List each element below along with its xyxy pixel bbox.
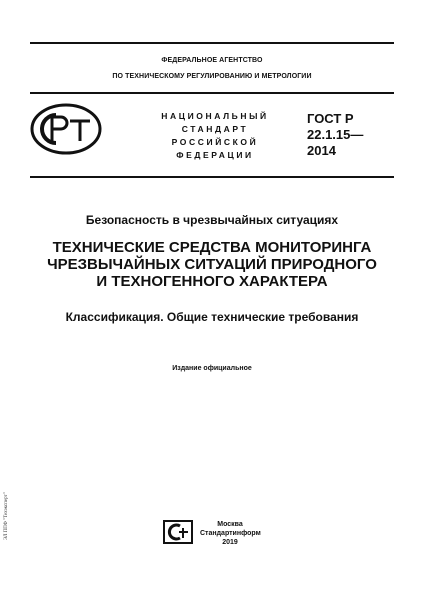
header-rule: [30, 92, 394, 94]
side-note: ЭЛ ППФ "Техэксперт": [4, 492, 9, 540]
main-title-line: И ТЕХНОГЕННОГО ХАРАКТЕРА: [96, 273, 328, 290]
subject-title: Безопасность в чрезвычайных ситуациях: [85, 213, 339, 227]
standartinform-logo-icon: [163, 520, 193, 544]
rst-logo-icon: [30, 103, 102, 155]
agency-name-line2: ПО ТЕХНИЧЕСКОМУ РЕГУЛИРОВАНИЮ И МЕТРОЛОГИИ: [112, 73, 312, 80]
national-line: СТАНДАРТ: [181, 124, 249, 134]
national-line: РОССИЙСКОЙ: [171, 137, 259, 147]
gost-code-line: 22.1.15—: [307, 127, 364, 142]
gost-code: [307, 111, 363, 159]
national-line: ФЕДЕРАЦИИ: [176, 150, 254, 160]
gost-code-line: ГОСТ Р: [307, 111, 354, 126]
main-title: [0, 239, 424, 290]
gost-code-line: 2014: [307, 143, 336, 158]
publisher-city: Москва: [217, 521, 243, 528]
national-line: НАЦИОНАЛЬНЫЙ: [161, 111, 269, 121]
edition-label: Издание официальное: [172, 365, 252, 372]
agency-name-line1: ФЕДЕРАЛЬНОЕ АГЕНТСТВО: [161, 57, 263, 64]
standard-rule: [30, 176, 394, 178]
publisher-info: [200, 520, 260, 547]
publisher-name: Стандартинформ: [200, 530, 261, 537]
top-rule: [30, 42, 394, 44]
main-title-line: ЧРЕЗВЫЧАЙНЫХ СИТУАЦИЙ ПРИРОДНОГО: [47, 256, 377, 273]
subtitle: Классификация. Общие технические требования: [65, 310, 359, 324]
publisher-year: 2019: [222, 539, 238, 546]
national-standard-label: [150, 110, 280, 162]
main-title-line: ТЕХНИЧЕСКИЕ СРЕДСТВА МОНИТОРИНГА: [52, 239, 372, 256]
